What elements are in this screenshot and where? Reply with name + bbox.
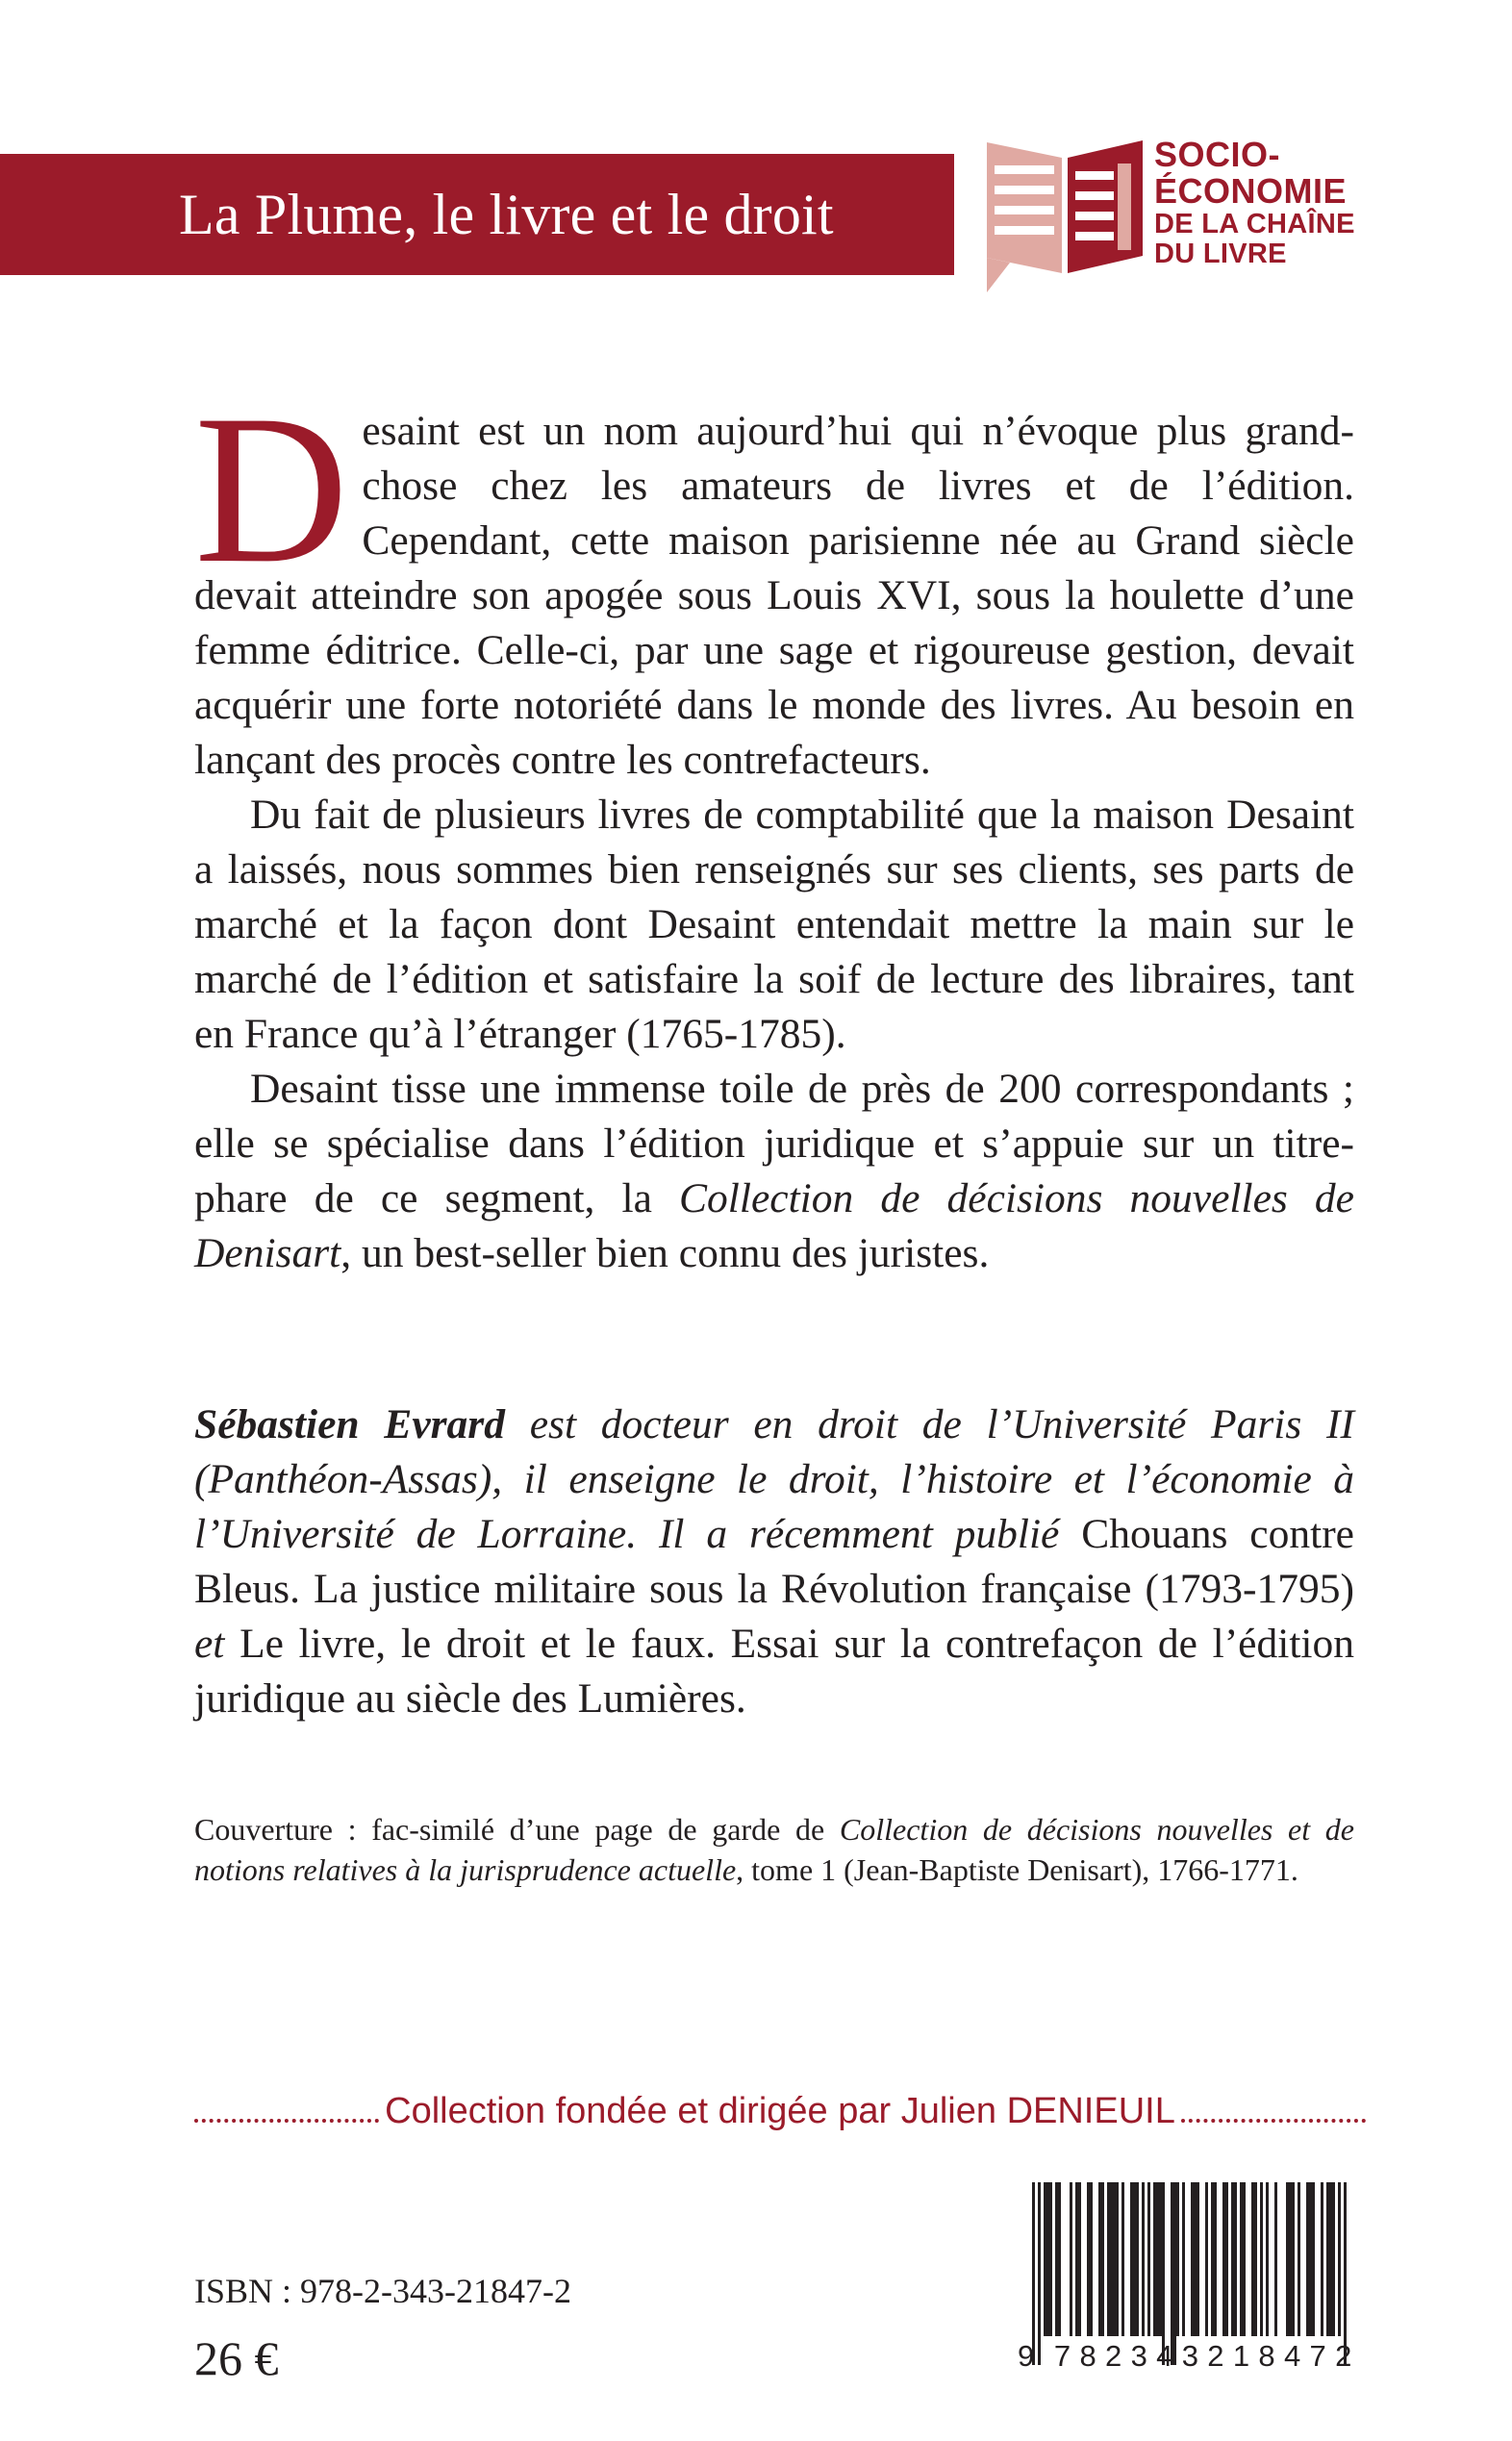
barcode-bar (1107, 2182, 1110, 2336)
isbn: ISBN : 978-2-343-21847-2 (194, 2272, 571, 2310)
author-book-1: Chouans contre Bleus. La justice militaire sous la Révolution française (1793-1795) (194, 1511, 1354, 1612)
cover-credit-title: Collection de décisions nouvelles et de notions relatives à la jurisprudence actuelle (194, 1812, 1354, 1887)
barcode-bar (1326, 2182, 1329, 2336)
barcode-bar (1101, 2182, 1104, 2336)
summary-paragraph-1 (194, 371, 1354, 788)
barcode-left-digit: 7 (1053, 2339, 1071, 2373)
barcode-bar (1130, 2182, 1133, 2336)
barcode-left-digit: 3 (1181, 2339, 1198, 2373)
barcode-bar (1075, 2182, 1078, 2336)
author-bio-intro: est docteur en droit de l’Université Paris II (Panthéon-Assas), il enseigne le droit, l’histoire et l’économie à l’Université de Lorraine. Il a récemment publié (194, 1401, 1355, 1557)
barcode-right-digit: 1 (1232, 2339, 1250, 2373)
barcode-bar (1254, 2182, 1257, 2336)
barcode-bar (1058, 2182, 1061, 2336)
barcode-bar (1176, 2182, 1179, 2336)
cover-credit-text (194, 1809, 1354, 1890)
barcode-bar (1055, 2182, 1058, 2336)
barcode-bar (1173, 2182, 1176, 2365)
barcode-bar (1194, 2182, 1197, 2336)
barcode-first-digit: 9 (1018, 2339, 1035, 2373)
author-name: Sébastien Evrard (194, 1401, 505, 1447)
barcode-bar (1038, 2182, 1041, 2365)
barcode-bar (1133, 2182, 1136, 2336)
logo-line-4: DU LIVRE (1154, 239, 1287, 269)
logo-line-2: ÉCONOMIE (1154, 171, 1348, 211)
barcode-right-digit: 7 (1309, 2339, 1326, 2373)
barcode-bar (1044, 2182, 1046, 2336)
summary-paragraph-2: Du fait de plusieurs livres de comptabilité que la maison Desaint a laissés, nous sommes bien renseignés sur ses clients, ses parts de marché et la façon dont Desaint entendait mettre la main sur le marché de l’édition et satisfaire la soif de lecture des libraires, tant en France qu’à l’étranger (1765-1785). (194, 792, 1354, 1057)
price: 26 € (194, 2331, 279, 2385)
summary-paragraph-3-end: , un best-seller bien connu des juristes. (340, 1230, 990, 1276)
summary-paragraph-3-start: Desaint tisse une immense toile de près de 200 correspondants ; elle se spécialise dans l’édition juridique et s’appuie sur un titre-phare de ce segment, la (194, 1066, 1354, 1221)
barcode-bar (1225, 2182, 1228, 2336)
barcode-bar (1332, 2182, 1335, 2336)
barcode-bar (1289, 2182, 1292, 2336)
barcode-bar (1162, 2182, 1165, 2365)
barcode-bar (1049, 2182, 1052, 2336)
drop-cap: D (194, 371, 349, 608)
barcode-bar (1222, 2182, 1225, 2336)
summary-book-title: Collection de décisions nouvelles de Denisart (194, 1175, 1354, 1276)
summary-paragraph-3 (194, 1062, 1354, 1281)
barcode-bar (1070, 2182, 1072, 2336)
barcode-bar (1171, 2182, 1173, 2365)
author-book-2: Le livre, le droit et le faux. Essai sur la contrefaçon de l’édition juridique au siècle des Lumières. (194, 1621, 1354, 1722)
barcode-bar (1116, 2182, 1119, 2336)
cover-credit (194, 1809, 1354, 1890)
barcode-bar (1153, 2182, 1156, 2336)
author-bio (194, 1397, 1354, 1726)
barcode-bar (1046, 2182, 1049, 2336)
barcode-bar (1234, 2182, 1237, 2336)
barcode-bar (1087, 2182, 1090, 2336)
barcode-bar (1121, 2182, 1124, 2336)
barcode-bar (1098, 2182, 1101, 2336)
barcode-bar (1156, 2182, 1159, 2336)
barcode-bar (1321, 2182, 1323, 2336)
barcode-bar (1306, 2182, 1309, 2336)
barcode-bar (1211, 2182, 1214, 2336)
barcode-bar (1312, 2182, 1315, 2336)
barcode-bar (1251, 2182, 1254, 2336)
series-title: La Plume, le livre et le droit (179, 182, 834, 246)
barcode-right-group (1203, 2339, 1356, 2374)
logo-line-1: SOCIO- (1154, 135, 1281, 174)
dotted-rule-left (194, 2119, 379, 2123)
collection-logo-text (1154, 135, 1355, 270)
dotted-rule-right (1181, 2119, 1366, 2123)
barcode-bar (1266, 2182, 1269, 2336)
barcode-right-digit: 8 (1258, 2339, 1275, 2373)
author-bio-connector: et (194, 1621, 240, 1667)
collection-credit-text: Collection fondée et dirigée par Julien DENIEUIL (385, 2091, 1175, 2131)
barcode-bar (1197, 2182, 1199, 2336)
barcode-bar (1090, 2182, 1093, 2336)
logo-line-3: DE LA CHAÎNE (1154, 209, 1355, 239)
barcode-bar (1329, 2182, 1332, 2336)
barcode-left-digit: 3 (1130, 2339, 1147, 2373)
barcode-bar (1298, 2182, 1300, 2336)
barcode-bar (1136, 2182, 1139, 2336)
collection-logo-icon (981, 133, 1149, 296)
barcode-bar (1338, 2182, 1341, 2336)
barcode-left-digit: 2 (1105, 2339, 1122, 2373)
book-summary (194, 371, 1354, 1281)
barcode-bar (1243, 2182, 1246, 2336)
barcode-right-digit: 2 (1335, 2339, 1352, 2373)
barcode-bar (1078, 2182, 1081, 2336)
cover-credit-end: , tome 1 (Jean-Baptiste Denisart), 1766-1771. (736, 1852, 1298, 1887)
barcode-bar (1182, 2182, 1185, 2336)
barcode-bar (1159, 2182, 1162, 2336)
barcode-bar (1142, 2182, 1145, 2336)
summary-paragraph-1-text: esaint est un nom aujourd’hui qui n’évoque plus grand-chose chez les amateurs de livres et de l’édition. Cependant, cette maison parisienne née au Grand siècle devait atteindre son apogée sous Louis XVI, sous la houlette d’une femme éditrice. Celle-ci, par une sage et rigoureuse gestion, devait acquérir une forte notoriété dans le monde des livres. Au besoin en lançant des procès contre les contrefacteurs. (194, 408, 1354, 783)
author-bio-paragraph (194, 1397, 1354, 1726)
barcode-digits (1018, 2339, 1356, 2374)
barcode-right-digit: 4 (1283, 2339, 1301, 2373)
barcode-bar (1309, 2182, 1312, 2336)
barcode-bar (1205, 2182, 1208, 2336)
barcode-bar (1344, 2182, 1347, 2365)
barcode-bar (1240, 2182, 1243, 2336)
barcode-bar (1110, 2182, 1113, 2336)
cover-credit-start: Couverture : fac-similé d’une page de garde de (194, 1812, 840, 1847)
barcode-bar (1231, 2182, 1234, 2336)
collection-credit-line (194, 2091, 1366, 2132)
barcode-right-digit: 2 (1207, 2339, 1224, 2373)
barcode-bar (1191, 2182, 1194, 2336)
barcode-bar (1113, 2182, 1116, 2336)
barcode-left-digit: 4 (1156, 2339, 1173, 2373)
barcode-bar (1286, 2182, 1289, 2336)
barcode-left-group (1049, 2339, 1202, 2374)
barcode-bar (1214, 2182, 1217, 2336)
barcode-bar (1274, 2182, 1277, 2336)
barcode-bar (1260, 2182, 1263, 2336)
series-banner (0, 154, 954, 275)
barcode-bar (1292, 2182, 1295, 2336)
barcode-bar (1147, 2182, 1150, 2336)
barcode-left-digit: 8 (1079, 2339, 1096, 2373)
barcode-bar (1032, 2182, 1035, 2365)
